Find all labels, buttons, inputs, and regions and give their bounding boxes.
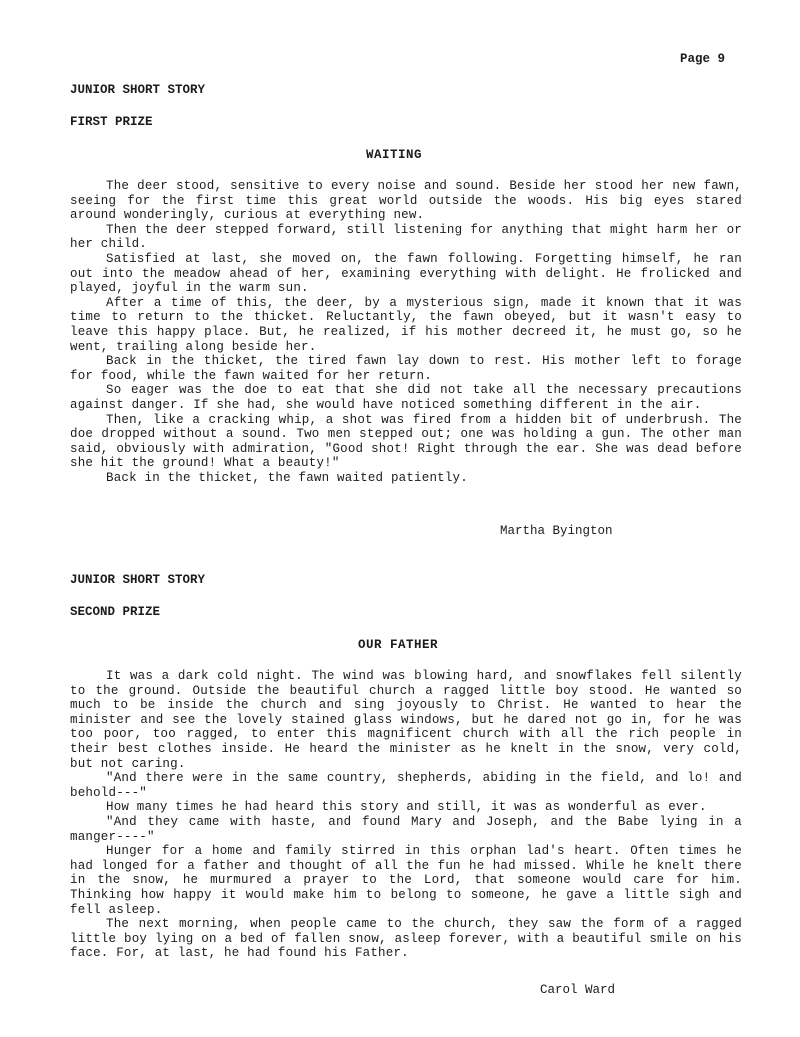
story2-body: [70, 669, 742, 961]
story1-paragraph: Then, like a cracking whip, a shot was fired from a hidden bit of underbrush. The doe dropped without a sound. Two men stepped out; one was holding a gun. The other man said, obviously with admiration, "Good shot! Right through the ear. She was dead before she hit the ground! What a beauty!": [70, 412, 742, 471]
story2-title: OUR FATHER: [358, 638, 439, 652]
page-number: Page 9: [680, 52, 726, 66]
story1-prize: FIRST PRIZE: [70, 115, 153, 129]
story1-paragraph: After a time of this, the deer, by a mysterious sign, made it known that it was time to return to the thicket. Reluctantly, the fawn obeyed, but it wasn't easy to leave this happy place. But, he realized, if his mother decreed it, he must go, so he went, trailing along beside her.: [70, 295, 742, 354]
story1-paragraph: Back in the thicket, the fawn waited patiently.: [106, 470, 468, 485]
story1-paragraph: The deer stood, sensitive to every noise and sound. Beside her stood her new fawn, seeing for the first time this great world outside the woods. His big eyes stared around wonderingly, curious at everything new.: [70, 179, 742, 223]
story1-category: JUNIOR SHORT STORY: [70, 83, 206, 97]
story2-paragraph: The next morning, when people came to the church, they saw the form of a ragged little boy lying on a bed of fallen snow, asleep forever, with a beautiful smile on his face. For, at last, he had found his Father.: [70, 917, 742, 961]
story2-paragraph: It was a dark cold night. The wind was blowing hard, and snowflakes fell silently to the ground. Outside the beautiful church a ragged little boy stood. He wanted so much to be inside the church and sing joyously to Christ. He wanted to hear the minister and see the lovely stained glass windows, but he dared not go in, for he was too poor, too ragged, to enter this magnificent church with all the rich people in their best clothes inside. He heard the minister as he knelt in the snow, very cold, but not caring.: [70, 669, 742, 771]
story1-paragraph: Then the deer stepped forward, still listening for anything that might harm her or her child.: [70, 222, 742, 252]
story2-category: JUNIOR SHORT STORY: [70, 573, 206, 587]
story1-paragraph: So eager was the doe to eat that she did not take all the necessary precautions against danger. If she had, she would have noticed something different in the air.: [70, 383, 742, 412]
story2-prize: SECOND PRIZE: [70, 605, 161, 619]
story1-title: WAITING: [366, 148, 423, 162]
story2-paragraph: "And there were in the same country, shepherds, abiding in the field, and lo! and behold---": [70, 771, 742, 800]
story1-paragraph: Satisfied at last, she moved on, the fawn following. Forgetting himself, he ran out into the meadow ahead of her, examining everything with delight. He frolicked and played, joyful in the warm sun.: [70, 251, 742, 296]
story2-author: Carol Ward: [540, 983, 616, 997]
story1-paragraph: Back in the thicket, the tired fawn lay down to rest. His mother left to forage for food, while the fawn waited for her return.: [70, 354, 742, 383]
story2-paragraph: How many times he had heard this story and still, it was as wonderful as ever.: [106, 800, 707, 815]
story1-author: Martha Byington: [500, 524, 613, 538]
story2-paragraph: Hunger for a home and family stirred in this orphan lad's heart. Often times he had longed for a father and thought of all the fun he had missed. While he knelt there in the snow, he murmured a prayer to the Lord, that someone would care for him. Thinking how happy it would make him to belong to someone, he gave a little sigh and fell asleep.: [70, 844, 742, 917]
story1-body: [70, 179, 742, 485]
story2-paragraph: "And they came with haste, and found Mary and Joseph, and the Babe lying in a manger----": [70, 814, 742, 844]
